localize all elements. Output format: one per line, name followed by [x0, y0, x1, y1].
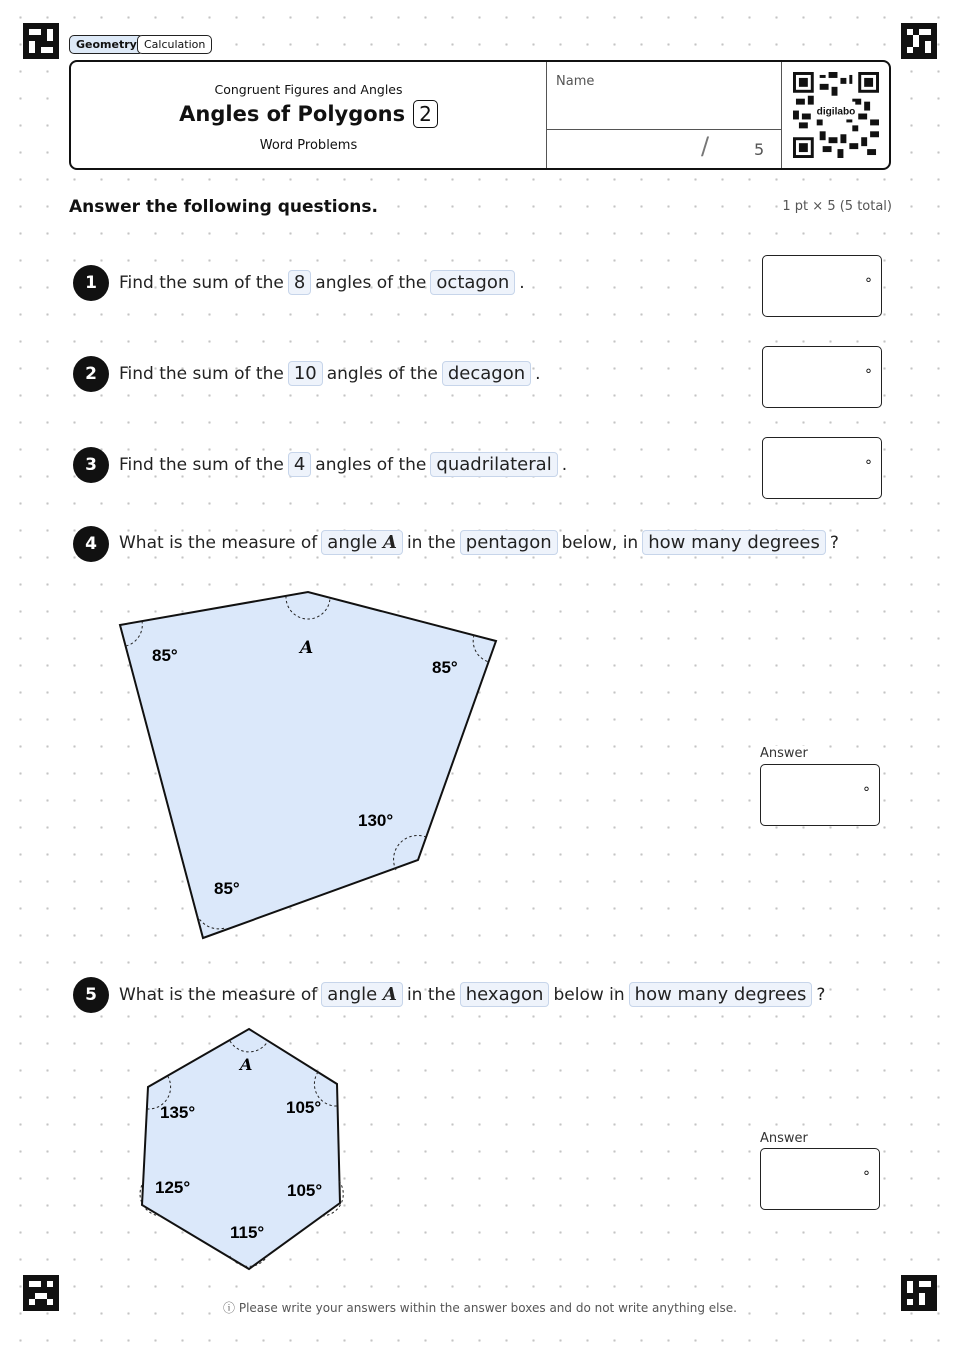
- angle-word: angle: [327, 532, 378, 553]
- question-prefix: What is the measure of: [119, 533, 318, 553]
- question-middle: angles of the: [326, 364, 438, 384]
- score-total: 5: [754, 140, 765, 159]
- angle-word: angle: [327, 984, 378, 1005]
- question-number: 3: [73, 447, 109, 483]
- angle-label: 85°: [214, 879, 240, 898]
- angle-count: 10: [288, 361, 323, 386]
- angle-label: 135°: [160, 1103, 196, 1122]
- angle-count: 8: [288, 270, 311, 295]
- question-middle-2: below, in: [561, 533, 639, 553]
- question-text: [119, 270, 525, 295]
- question-text: [119, 361, 541, 386]
- shape-name: octagon: [430, 270, 515, 295]
- question-number: 2: [73, 356, 109, 392]
- divider: [781, 62, 782, 168]
- answer-box[interactable]: [762, 437, 882, 499]
- answer-label: Answer: [760, 746, 808, 761]
- worksheet-header: [69, 60, 891, 170]
- shape-name: decagon: [442, 361, 531, 386]
- question-prefix: Find the sum of the: [119, 455, 284, 475]
- instructions: Answer the following questions.: [69, 197, 378, 217]
- answer-box[interactable]: [762, 346, 882, 408]
- angle-count: 4: [288, 452, 311, 477]
- worksheet-subtitle: Congruent Figures and Angles: [214, 82, 403, 97]
- corner-marker-top-left: [23, 23, 59, 59]
- angle-label: 115°: [230, 1223, 265, 1242]
- angle-reference: [321, 982, 403, 1007]
- degree-symbol: °: [865, 367, 872, 383]
- angle-label: 130°: [358, 811, 394, 830]
- question-prefix: What is the measure of: [119, 985, 318, 1005]
- angle-label: 85°: [432, 658, 458, 677]
- footer-note: [0, 1299, 960, 1316]
- answer-box[interactable]: [760, 764, 880, 826]
- answer-label: Answer: [760, 1131, 808, 1146]
- angle-label: 125°: [155, 1178, 191, 1197]
- worksheet-number: 2: [413, 100, 438, 128]
- answer-box[interactable]: [762, 255, 882, 317]
- question-number: 5: [73, 977, 109, 1013]
- divider: [546, 129, 781, 130]
- title-text: Angles of Polygons: [179, 102, 406, 126]
- answer-box[interactable]: [760, 1148, 880, 1210]
- question-middle: in the: [406, 985, 456, 1005]
- points-info: 1 pt × 5 (5 total): [782, 199, 892, 214]
- degree-symbol: °: [863, 1169, 870, 1185]
- question-end: .: [561, 455, 568, 475]
- angle-label: 105°: [286, 1098, 322, 1117]
- title-block: [71, 62, 546, 168]
- question-number: 4: [73, 526, 109, 562]
- qr-code-icon: [793, 72, 879, 158]
- question-middle: angles of the: [315, 273, 427, 293]
- question-text: [119, 982, 825, 1007]
- question-number: 1: [73, 265, 109, 301]
- angle-variable: A: [382, 532, 397, 553]
- question-end: .: [535, 364, 541, 384]
- divider: [546, 62, 547, 168]
- tag-geometry: Geometry: [69, 35, 144, 54]
- unknown-angle-label: A: [240, 1055, 253, 1074]
- degree-symbol: °: [863, 785, 870, 801]
- angle-reference: [321, 530, 403, 555]
- corner-marker-top-right: [901, 23, 937, 59]
- unit-phrase: how many degrees: [642, 530, 826, 555]
- question-end: ?: [829, 533, 839, 553]
- degree-symbol: °: [865, 458, 872, 474]
- angle-label: 85°: [152, 646, 178, 665]
- degree-symbol: °: [865, 276, 872, 292]
- unit-phrase: how many degrees: [629, 982, 813, 1007]
- worksheet-kind: Word Problems: [259, 138, 358, 153]
- footer-text: ⓘ Please write your answers within the answer boxes and do not write anything else.: [223, 1301, 737, 1315]
- tag-calculation: Calculation: [137, 35, 212, 54]
- question-end: .: [519, 273, 525, 293]
- question-text: [119, 452, 567, 477]
- question-middle: angles of the: [315, 455, 427, 475]
- qr-label: digilabo: [816, 106, 856, 118]
- question-prefix: Find the sum of the: [119, 364, 284, 384]
- name-field-label: Name: [556, 74, 595, 89]
- question-end: ?: [816, 985, 826, 1005]
- score-slash: /: [701, 132, 710, 160]
- question-middle-2: below in: [553, 985, 625, 1005]
- pentagon-figure: [100, 580, 520, 950]
- question-text: [119, 530, 839, 555]
- angle-label: 105°: [287, 1181, 323, 1200]
- unknown-angle-label: A: [300, 638, 314, 658]
- hexagon-figure: [130, 1020, 350, 1280]
- shape-name: hexagon: [460, 982, 550, 1007]
- angle-variable: A: [382, 984, 397, 1005]
- shape-name: pentagon: [460, 530, 558, 555]
- question-middle: in the: [406, 533, 456, 553]
- shape-name: quadrilateral: [430, 452, 557, 477]
- worksheet-title: [71, 100, 546, 128]
- question-prefix: Find the sum of the: [119, 273, 284, 293]
